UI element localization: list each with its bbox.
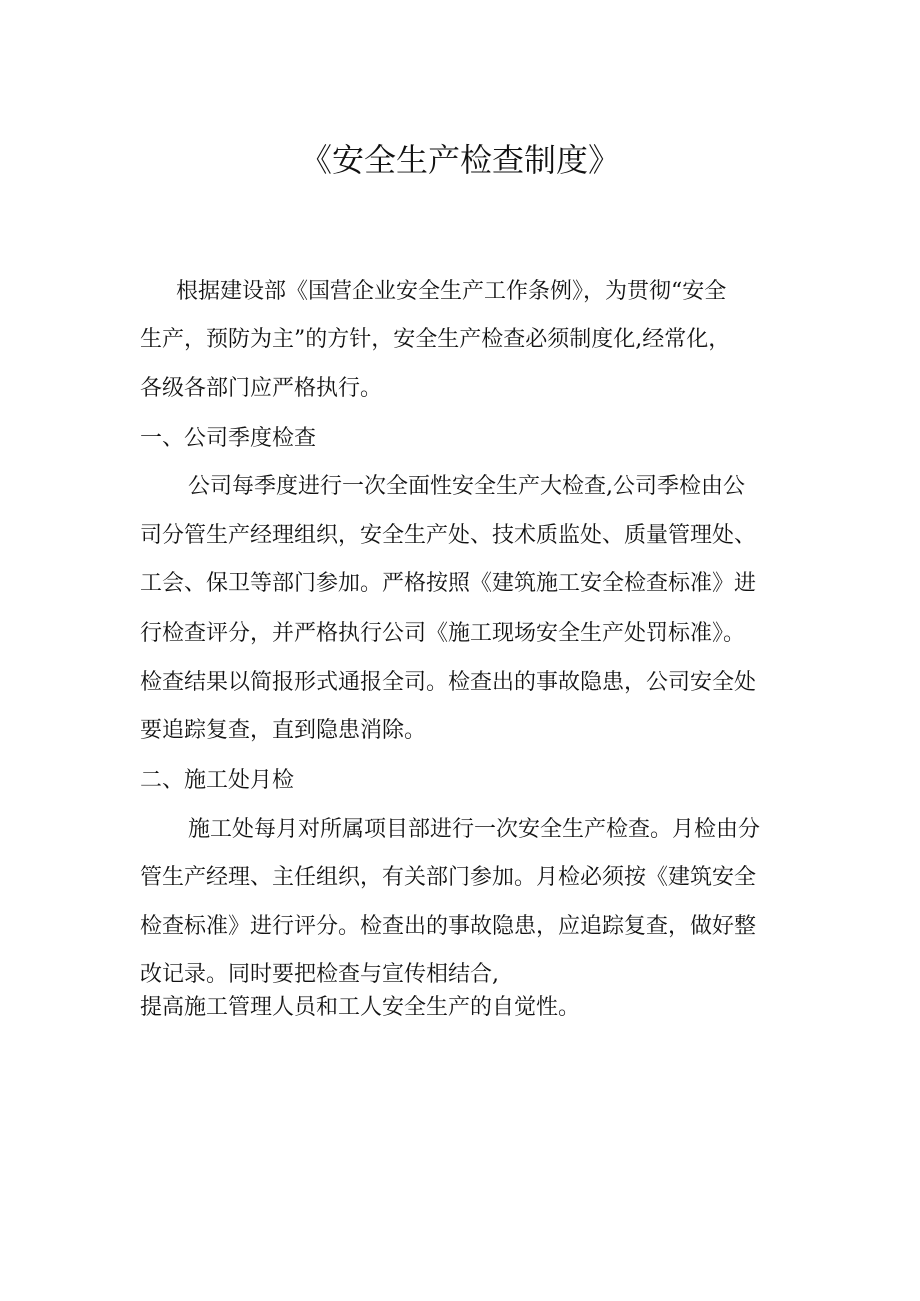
section-1-line-1: 公司每季度进行一次全面性安全生产大检查,公司季检由公 — [188, 474, 745, 499]
document-title: 《安全生产检查制度》 — [299, 141, 620, 179]
section-2-line-2: 管生产经理、主任组织，有关部门参加。月检必须按《建筑安全 — [140, 865, 757, 890]
section-1-line-2: 司分管生产经理组织，安全生产处、技术质监处、质量管理处、 — [140, 523, 757, 548]
section-2-line-3: 检查标准》进行评分。检查出的事故隐患，应追踪复查，做好整 — [140, 914, 757, 939]
section-1-line-6: 要追踪复查，直到隐患消除。 — [140, 718, 427, 743]
intro-line-3: 各级各部门应严格执行。 — [140, 376, 383, 401]
section-1-line-3: 工会、保卫等部门参加。严格按照《建筑施工安全检查标准》进 — [140, 571, 757, 596]
section-1-line-5: 检查结果以简报形式通报全司。检查出的事故隐患，公司安全处 — [140, 670, 757, 695]
intro-line-1: 根据建设部《国营企业安全生产工作条例》，为贯彻“安全 — [176, 279, 727, 304]
section-2-line-4: 改记录。同时要把检查与宣传相结合, — [140, 962, 499, 987]
section-2-line-5: 提高施工管理人员和工人安全生产的自觉性。 — [140, 995, 581, 1020]
section-2-heading: 二、施工处月检 — [140, 768, 295, 793]
section-1-heading: 一、公司季度检查 — [140, 426, 317, 451]
section-2-line-1: 施工处每月对所属项目部进行一次安全生产检查。月检由分 — [188, 817, 761, 842]
intro-line-2: 生产，预防为主”的方针，安全生产检查必须制度化,经常化， — [140, 327, 731, 352]
section-1-line-4: 行检查评分，并严格执行公司《施工现场安全生产处罚标准》。 — [140, 621, 746, 646]
